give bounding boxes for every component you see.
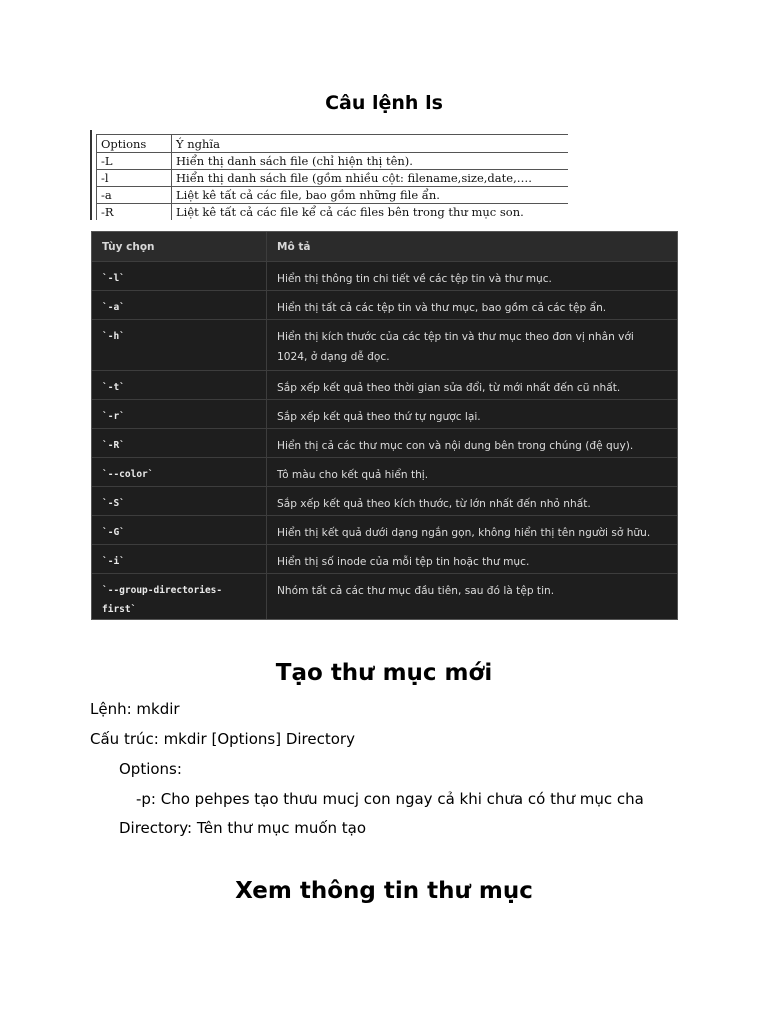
ls-options-dark-table <box>91 231 678 620</box>
meaning-cell: Liệt kê tất cả các file, bao gồm những file ẩn. <box>172 187 569 204</box>
option-cell: `--group-directories-first` <box>92 574 267 621</box>
scanned-options-table <box>90 130 568 220</box>
table-header-row <box>92 232 677 262</box>
option-cell: -R <box>97 204 172 221</box>
option-cell: `-a` <box>92 291 267 320</box>
table-row <box>97 204 569 221</box>
description-cell: Hiển thị kết quả dưới dạng ngắn gọn, không hiển thị tên người sở hữu. <box>267 516 678 545</box>
description-cell: Nhóm tất cả các thư mục đầu tiên, sau đó là tệp tin. <box>277 585 555 597</box>
meaning-cell: Hiển thị danh sách file (chỉ hiện thị tên). <box>172 153 569 170</box>
section-title-ls: Câu lệnh ls <box>325 92 443 114</box>
description-cell: Sắp xếp kết quả theo thứ tự ngược lại. <box>267 400 678 429</box>
section-title-dir-info: Xem thông tin thư mục <box>235 878 533 904</box>
mkdir-directory-line: Directory: Tên thư mục muốn tạo <box>119 819 367 837</box>
mkdir-option-p: -p: Cho pehpes tạo thưu mucj con ngay cả khi chưa có thư mục cha <box>136 790 644 808</box>
description-cell: Hiển thị kích thước của các tệp tin và thư mục theo đơn vị nhân với 1024, ở dạng dễ đọc. <box>267 320 678 371</box>
option-cell: -l <box>97 170 172 187</box>
table-row <box>97 187 569 204</box>
meaning-cell: Liệt kê tất cả các file kể cả các files bên trong thư mục son. <box>172 204 569 221</box>
table-row <box>92 400 677 429</box>
table-row <box>92 458 677 487</box>
description-cell: Hiển thị số inode của mỗi tệp tin hoặc thư mục. <box>267 545 678 574</box>
header-meaning: Ý nghĩa <box>172 135 569 153</box>
mkdir-options-label: Options: <box>119 760 182 778</box>
table-row <box>92 291 677 320</box>
option-cell: `-l` <box>92 262 267 291</box>
header-description: Mô tả <box>267 232 678 262</box>
description-cell: Hiển thị cả các thư mục con và nội dung bên trong chúng (đệ quy). <box>267 429 678 458</box>
description-cell: Tô màu cho kết quả hiển thị. <box>267 458 678 487</box>
section-title-mkdir: Tạo thư mục mới <box>275 660 493 686</box>
table-row <box>92 487 677 516</box>
option-cell: `-h` <box>92 320 267 371</box>
option-cell: `--color` <box>92 458 267 487</box>
option-cell: `-t` <box>92 371 267 400</box>
option-cell: `-R` <box>92 429 267 458</box>
table-row <box>92 371 677 400</box>
table-row <box>97 170 569 187</box>
mkdir-command-line: Lệnh: mkdir <box>90 700 180 718</box>
option-cell: `-i` <box>92 545 267 574</box>
option-cell: `-S` <box>92 487 267 516</box>
table-row <box>92 545 677 574</box>
option-cell: `-G` <box>92 516 267 545</box>
description-cell: Sắp xếp kết quả theo kích thước, từ lớn nhất đến nhỏ nhất. <box>267 487 678 516</box>
option-cell: -a <box>97 187 172 204</box>
mkdir-structure-line: Cấu trúc: mkdir [Options] Directory <box>90 730 355 748</box>
header-options: Options <box>97 135 172 153</box>
meaning-cell: Hiển thị danh sách file (gồm nhiều cột: filename,size,date,…. <box>172 170 569 187</box>
table-row <box>92 320 677 371</box>
table-row <box>92 429 677 458</box>
option-cell: -L <box>97 153 172 170</box>
description-cell: Hiển thị thông tin chi tiết về các tệp tin và thư mục. <box>267 262 678 291</box>
table-header-row <box>97 135 569 153</box>
header-option: Tùy chọn <box>92 232 267 262</box>
description-cell: Hiển thị tất cả các tệp tin và thư mục, bao gồm cả các tệp ẩn. <box>267 291 678 320</box>
table-row <box>92 262 677 291</box>
table-row <box>92 516 677 545</box>
table-row <box>92 574 677 621</box>
option-cell: `-r` <box>92 400 267 429</box>
description-cell: Sắp xếp kết quả theo thời gian sửa đổi, từ mới nhất đến cũ nhất. <box>267 371 678 400</box>
table-row <box>97 153 569 170</box>
